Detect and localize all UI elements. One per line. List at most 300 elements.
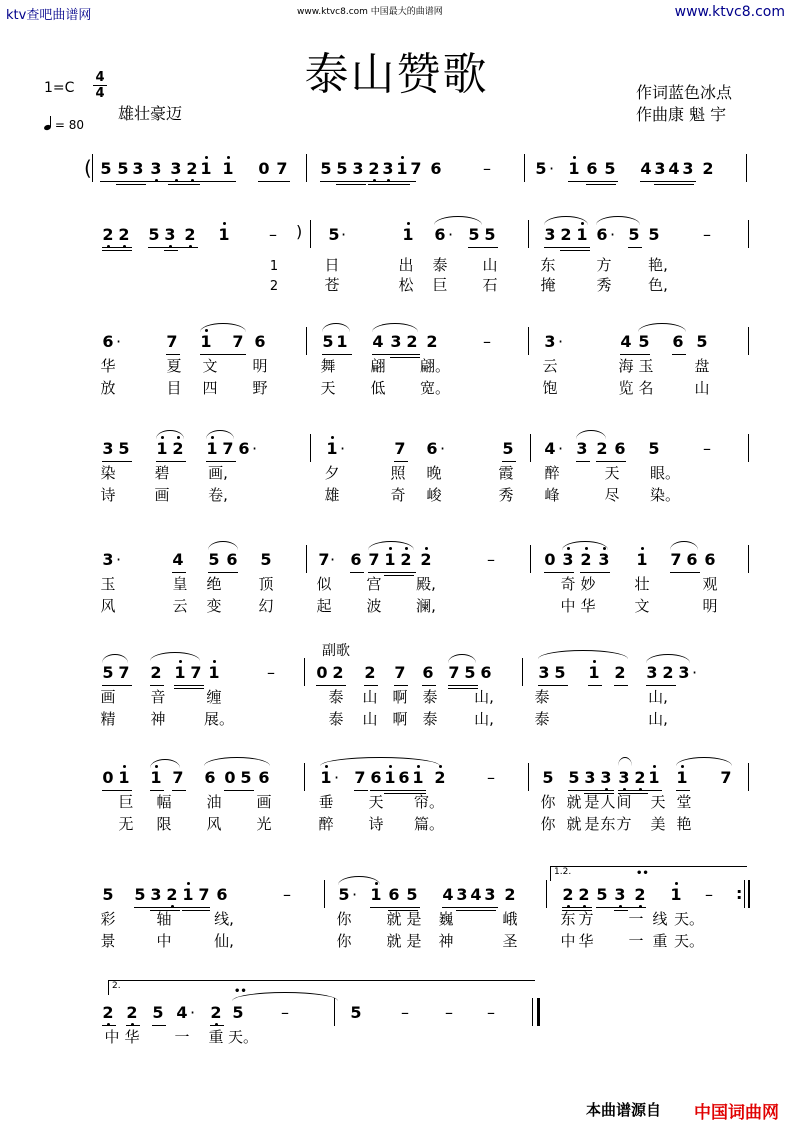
note: 1 — [198, 333, 214, 351]
note: 2 — [614, 663, 626, 682]
lyric: 你 — [336, 932, 352, 950]
lyric: 文 — [202, 357, 218, 375]
lyric: 泰 — [328, 688, 344, 706]
note: 2 — [632, 886, 648, 904]
note: 4 — [668, 159, 680, 178]
source-label: 本曲谱源自 — [586, 1101, 662, 1119]
site-name-left: ktv查吧曲谱网 — [6, 8, 92, 23]
bar-line — [522, 658, 523, 686]
note: 7 — [354, 768, 366, 787]
note: 6 — [586, 159, 598, 178]
slur — [576, 430, 606, 439]
note: 2 — [182, 226, 198, 244]
lyric: 云 — [542, 357, 558, 375]
note: 3 — [150, 885, 162, 904]
beam — [150, 181, 236, 182]
slur — [338, 876, 380, 885]
lyric: 中 — [104, 1028, 120, 1046]
lyric: 中 — [156, 932, 172, 950]
note: 5 — [542, 768, 554, 787]
note: 4 — [544, 439, 556, 458]
note: 1 — [566, 160, 582, 178]
slur — [538, 650, 628, 659]
beam — [576, 461, 590, 462]
note: 6 — [370, 768, 382, 787]
lyric: 色, — [648, 276, 668, 294]
note: 5 — [596, 885, 608, 904]
beam — [568, 181, 618, 182]
note: 4 — [470, 885, 482, 904]
lyric: 就 — [386, 932, 402, 950]
note: 4 — [372, 332, 384, 351]
key-signature: 1=C — [44, 80, 75, 96]
lyric: 碧 — [154, 464, 170, 482]
note: 2 — [596, 439, 608, 458]
bar-line — [528, 763, 529, 791]
bar-line — [530, 434, 531, 462]
lyric: 间 — [616, 793, 632, 811]
note: 2 — [184, 160, 200, 178]
note: 7 — [410, 159, 422, 178]
lyric: 泰 — [422, 688, 438, 706]
beam — [560, 250, 590, 251]
augmentation-dot: · — [610, 225, 616, 244]
note: 6 — [434, 225, 446, 244]
dash: – — [267, 663, 275, 682]
note: 2 — [406, 332, 418, 351]
note: 5 — [628, 225, 640, 244]
meter-top: 4 — [95, 70, 105, 85]
note: 6 — [704, 550, 716, 569]
lyric: 出 — [398, 256, 414, 274]
note: 7 — [318, 550, 330, 569]
slur — [646, 654, 690, 663]
beam — [316, 685, 346, 686]
note: 1 — [634, 551, 650, 569]
beam — [580, 572, 610, 573]
note: 3 — [352, 159, 364, 178]
note: 2 — [124, 1004, 140, 1022]
note: 2 — [208, 1004, 224, 1022]
beam — [596, 461, 626, 462]
verse-number: 2 — [269, 279, 279, 294]
beam — [166, 354, 180, 355]
note: 3 — [148, 160, 164, 178]
lyric: 景 — [100, 932, 116, 950]
lyric: 你 — [540, 815, 556, 833]
note: 5 — [468, 225, 480, 244]
note: 7 — [198, 885, 210, 904]
bar-line — [546, 880, 547, 908]
lyric: 方 — [578, 910, 594, 928]
slur — [670, 541, 698, 550]
bar-line — [528, 220, 529, 248]
note: 3 — [132, 159, 144, 178]
lyric: 方 — [616, 815, 632, 833]
augmentation-dot: · — [352, 885, 358, 904]
lyric: 云 — [172, 597, 188, 615]
mordent: •• — [234, 986, 247, 997]
beam — [320, 181, 416, 182]
beam — [210, 1025, 224, 1026]
lyric: 玉 — [100, 575, 116, 593]
lyric: 彩 — [100, 910, 116, 928]
lyric: 霞 — [498, 464, 514, 482]
lyric: 低 — [370, 379, 386, 397]
beam — [442, 907, 498, 908]
lyric: 神 — [150, 710, 166, 728]
lyric: 泰 — [328, 710, 344, 728]
source-site[interactable]: 中国词曲网 — [694, 1103, 779, 1123]
note: 1 — [586, 664, 602, 682]
bar-line — [334, 998, 335, 1026]
note: 3 — [456, 885, 468, 904]
beam — [102, 250, 132, 251]
beam — [336, 184, 366, 185]
lyric: 巨 — [432, 276, 448, 294]
note: 5 — [336, 159, 348, 178]
note: 1 — [172, 664, 188, 682]
beam — [676, 790, 690, 791]
lyric: 华 — [124, 1028, 140, 1046]
note: 7 — [276, 159, 288, 178]
repeat-bracket-open: ( — [84, 156, 92, 180]
note: 3 — [682, 159, 694, 178]
lyric: 似 — [316, 575, 332, 593]
lyric: 海 — [618, 357, 634, 375]
note: 5 — [648, 225, 660, 244]
slur — [638, 323, 686, 332]
bar-line — [748, 545, 749, 573]
note: 2 — [150, 663, 162, 682]
lyric: 展。 — [204, 710, 235, 728]
lyric: 奇 — [390, 486, 406, 504]
volta-label: 2. — [112, 981, 121, 991]
beam — [172, 572, 186, 573]
beam — [640, 181, 696, 182]
lyric: 华 — [100, 357, 116, 375]
beam — [588, 685, 602, 686]
beam — [394, 461, 408, 462]
note: 2 — [576, 886, 592, 904]
beam — [568, 790, 614, 791]
augmentation-dot: · — [252, 439, 258, 458]
beam — [370, 790, 426, 791]
note: 5 — [568, 768, 580, 787]
augmentation-dot: · — [558, 439, 564, 458]
note: 1 — [180, 886, 196, 904]
note: 7 — [118, 663, 130, 682]
dash: – — [483, 159, 491, 178]
note: 7 — [190, 663, 202, 682]
beam — [182, 910, 210, 911]
beam — [544, 247, 590, 248]
bar-line — [528, 327, 529, 355]
lyric: 目 — [166, 379, 182, 397]
beam — [126, 1025, 140, 1026]
lyric: 中 — [560, 932, 576, 950]
lyric: 泰 — [534, 688, 550, 706]
slur — [156, 430, 184, 439]
note: 5 — [152, 1003, 164, 1022]
note: 1 — [206, 664, 222, 682]
note: 7 — [394, 663, 406, 682]
note: 3 — [390, 332, 402, 351]
beam — [646, 685, 676, 686]
note: 1 — [674, 769, 690, 787]
lyric: 秀 — [596, 276, 612, 294]
lyric: 天 — [320, 379, 336, 397]
repeat-sign: : — [736, 884, 743, 903]
note: 2 — [170, 440, 186, 458]
lyric: 变 — [206, 597, 222, 615]
lyric: 皇 — [172, 575, 188, 593]
dash: – — [705, 885, 713, 904]
note: 3 — [162, 226, 178, 244]
note: 5 — [638, 332, 650, 351]
note: 1 — [368, 886, 384, 904]
note: 7 — [670, 550, 682, 569]
lyric: 就 — [386, 910, 402, 928]
beam — [448, 685, 478, 686]
bar-line — [306, 154, 307, 182]
note: 5 — [102, 885, 114, 904]
beam — [586, 184, 616, 185]
lyric: 风 — [206, 815, 222, 833]
beam — [150, 685, 164, 686]
lyric: 是 — [584, 815, 600, 833]
beam — [618, 790, 662, 791]
note: 5 — [102, 663, 114, 682]
mordent: •• — [636, 868, 649, 879]
note: 5 — [406, 885, 418, 904]
augmentation-dot: · — [116, 550, 122, 569]
meter-bottom: 4 — [93, 85, 107, 101]
beam — [538, 685, 568, 686]
note: 6 — [430, 159, 442, 178]
lyric: 重 — [652, 932, 668, 950]
note: 0 — [102, 768, 114, 787]
bar-line — [748, 763, 749, 791]
note: 2 — [560, 886, 576, 904]
lyric: 垂 — [318, 793, 334, 811]
lyric: 山 — [482, 256, 498, 274]
slur — [204, 757, 270, 766]
tempo-value: = 80 — [54, 118, 84, 132]
lyric: 奇 — [560, 575, 576, 593]
note: 5 — [350, 1003, 362, 1022]
note: 1 — [116, 769, 132, 787]
note: 1 — [646, 769, 662, 787]
note: 2 — [560, 225, 572, 244]
lyric: 山, — [648, 710, 668, 728]
note: 7 — [166, 332, 178, 351]
bar-line-final — [537, 998, 540, 1026]
lyric: 卷, — [208, 486, 228, 504]
slur — [448, 654, 476, 663]
note: 2 — [364, 663, 376, 682]
bar-line — [748, 220, 749, 248]
beam — [102, 685, 132, 686]
lyric: 是 — [406, 932, 422, 950]
note: 2 — [398, 551, 414, 569]
beam — [168, 184, 200, 185]
beam — [368, 184, 410, 185]
note: 2 — [578, 551, 594, 569]
note: 6 — [238, 439, 250, 458]
lyric: 松 — [398, 276, 414, 294]
lyric: 画 — [100, 688, 116, 706]
beam — [544, 572, 574, 573]
lyric: 一 — [628, 910, 644, 928]
note: 1 — [198, 160, 214, 178]
lyric: 山, — [474, 710, 494, 728]
lyric: 艳 — [676, 815, 692, 833]
lyric: 画 — [154, 486, 170, 504]
note: 1 — [668, 886, 684, 904]
lyric: 篇。 — [414, 815, 445, 833]
note: 1 — [324, 440, 340, 458]
lyric: 放 — [100, 379, 116, 397]
lyric: 明 — [252, 357, 268, 375]
lyric: 堂 — [676, 793, 692, 811]
lyric: 夏 — [166, 357, 182, 375]
note: 6 — [426, 439, 438, 458]
note: 2 — [116, 226, 132, 244]
beam — [350, 572, 364, 573]
lyric: 观 — [702, 575, 718, 593]
note: 5 — [604, 159, 616, 178]
note: 1 — [574, 226, 590, 244]
note: 3 — [596, 551, 612, 569]
note: 5 — [648, 439, 660, 458]
lyric: 幻 — [258, 597, 274, 615]
lyric: 巨 — [118, 793, 134, 811]
bar-line — [530, 545, 531, 573]
note: 5 — [484, 225, 496, 244]
slur — [200, 323, 246, 332]
dash: – — [269, 225, 277, 244]
note: 5 — [554, 663, 566, 682]
note: 5 — [338, 885, 350, 904]
note: 5 — [117, 159, 129, 178]
lyric: 天 — [650, 793, 666, 811]
lyric: 醉 — [318, 815, 334, 833]
beam — [354, 790, 368, 791]
lyric: 精 — [100, 710, 116, 728]
note: 6 — [258, 768, 270, 787]
note: 2 — [702, 159, 714, 178]
note: 5 — [148, 225, 160, 244]
note: 5 — [320, 159, 332, 178]
bar-line — [304, 658, 305, 686]
lyric: 秀 — [498, 486, 514, 504]
note: 6 — [672, 332, 684, 351]
lyric: 方 — [596, 256, 612, 274]
dash: – — [445, 1003, 453, 1022]
lyric: 醉 — [544, 464, 560, 482]
lyric: 妙 — [580, 575, 596, 593]
lyric: 就 — [566, 793, 582, 811]
note: 3 — [560, 551, 576, 569]
lyric: 人 — [600, 793, 616, 811]
slur — [372, 323, 418, 332]
note: 6 — [686, 550, 698, 569]
lyric: 山, — [474, 688, 494, 706]
note: 5 — [260, 550, 272, 569]
lyric: 一 — [628, 932, 644, 950]
note: 0 — [224, 768, 236, 787]
lyric: 诗 — [100, 486, 116, 504]
lyric: 泰 — [422, 710, 438, 728]
beam — [370, 907, 420, 908]
lyric: 尽 — [604, 486, 620, 504]
lyric: 仙, — [214, 932, 234, 950]
beam — [456, 910, 496, 911]
note: 6 — [614, 439, 626, 458]
lyric: 峰 — [544, 486, 560, 504]
lyric: 帘。 — [414, 793, 445, 811]
note: 1 — [148, 769, 164, 787]
beam — [672, 354, 686, 355]
bar-line — [306, 327, 307, 355]
note: 6 — [388, 885, 400, 904]
lyric: 舞 — [320, 357, 336, 375]
lyric: 泰 — [534, 710, 550, 728]
beam — [100, 181, 150, 182]
slur — [320, 757, 440, 766]
augmentation-dot: · — [440, 439, 446, 458]
slur — [322, 323, 350, 332]
lyric: 一 — [174, 1028, 190, 1046]
note: 6 — [102, 332, 114, 351]
lyric: 照 — [390, 464, 406, 482]
note: 7 — [232, 332, 244, 351]
lyric: 缠 — [206, 688, 222, 706]
lyric: 线 — [652, 910, 668, 928]
lyric: 巍 — [438, 910, 454, 928]
bar-line — [532, 998, 533, 1026]
lyric: 染。 — [650, 486, 681, 504]
lyric: 东 — [560, 910, 576, 928]
bar-line — [744, 880, 745, 908]
beam — [372, 354, 420, 355]
bar-line — [310, 434, 311, 462]
note: 3 — [654, 159, 666, 178]
note: 5 — [502, 439, 514, 458]
lyric: 苍 — [324, 276, 340, 294]
note: 2 — [632, 769, 648, 787]
lyric: 东 — [600, 815, 616, 833]
lyric: 野 — [252, 379, 268, 397]
beam — [390, 357, 420, 358]
site-url-center: www.ktvc8.com 中国最大的曲谱网 — [297, 7, 443, 17]
dash: – — [703, 439, 711, 458]
lyric: 油 — [206, 793, 222, 811]
beam — [502, 461, 516, 462]
note: 5 — [118, 439, 130, 458]
bar-line-thick — [748, 880, 750, 908]
slur — [102, 654, 128, 663]
lyric: 山 — [694, 379, 710, 397]
lyric: 石 — [482, 276, 498, 294]
augmentation-dot: · — [341, 225, 347, 244]
augmentation-dot: · — [549, 159, 555, 178]
lyric: 四 — [202, 379, 218, 397]
lyric: 天。 — [674, 910, 705, 928]
bar-line — [524, 154, 525, 182]
bar-line — [310, 220, 311, 248]
